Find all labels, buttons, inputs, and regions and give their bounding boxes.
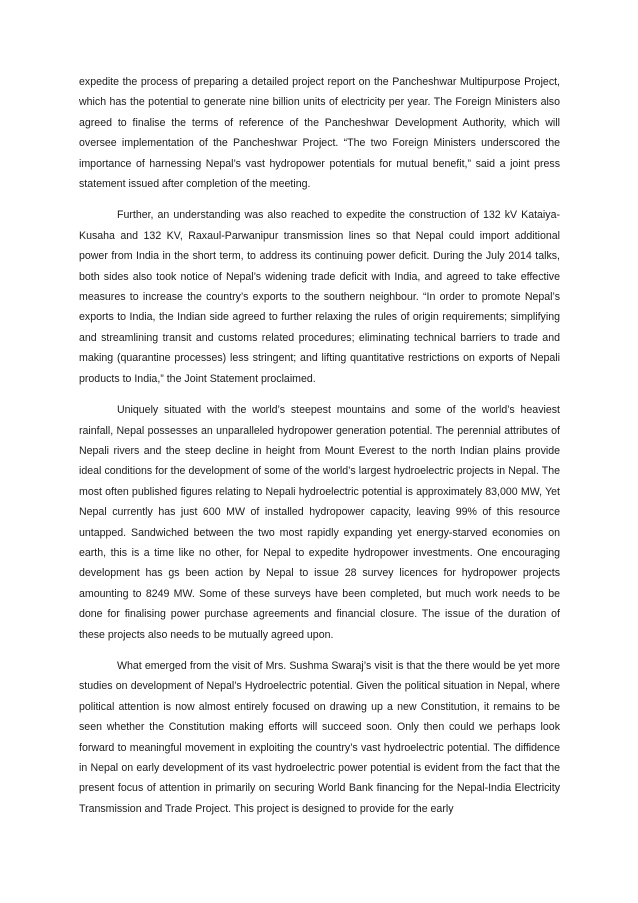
paragraph: Uniquely situated with the world’s steepest mountains and some of the world’s heaviest rainfall, Nepal possesses an unparalleled hydropower generation potential. The perennial attributes of Nepali rivers and the steep decline in height from Mount Everest to the north Indian plains provide ideal conditions for the development of some of the world’s largest hydroelectric projects in Nepal. The most often published figures relating to Nepali hydroelectric potential is approximately 83,000 MW, Yet Nepal currently has just 600 MW of installed hydropower capacity, leaving 99% of this resource untapped. Sandwiched between the two most rapidly expanding yet energy-starved economies on earth, this is a time like no other, for Nepal to expedite hydropower investments. One encouraging development has gs been action by Nepal to issue 28 survey licences for hydropower projects amounting to 8249 MW. Some of these surveys have been completed, but much work needs to be done for finalising power purchase agreements and financial closure. The issue of the duration of these projects also needs to be mutually agreed upon.: [79, 404, 560, 641]
document-body: [79, 72, 560, 830]
paragraph: Further, an understanding was also reached to expedite the construction of 132 kV Kataiya-Kusaha and 132 KV, Raxaul-Parwanipur transmission lines so that Nepal could import additional power from India in the short term, to address its continuing power deficit. During the July 2014 talks, both sides also took notice of Nepal’s widening trade deficit with India, and agreed to take effective measures to increase the country’s exports to the southern neighbour. “In order to promote Nepal’s exports to India, the Indian side agreed to further relaxing the rules of origin requirements; simplifying and streamlining transit and customs related procedures; eliminating technical barriers to trade and making (quarantine processes) less stringent; and lifting quantitative restrictions on exports of Nepali products to India,” the Joint Statement proclaimed.: [79, 209, 560, 385]
paragraph: expedite the process of preparing a detailed project report on the Pancheshwar Multipurpose Project, which has the potential to generate nine billion units of electricity per year. The Foreign Ministers also agreed to finalise the terms of reference of the Pancheshwar Development Authority, which will oversee implementation of the Pancheshwar Project. “The two Foreign Ministers underscored the importance of harnessing Nepal’s vast hydropower potentials for mutual benefit,” said a joint press statement issued after completion of the meeting.: [79, 76, 560, 191]
paragraph: What emerged from the visit of Mrs. Sushma Swaraj’s visit is that the there would be yet more studies on development of Nepal’s Hydroelectric potential. Given the political situation in Nepal, where political attention is now almost entirely focused on drawing up a new Constitution, it remains to be seen whether the Constitution making efforts will succeed soon. Only then could we perhaps look forward to meaningful movement in exploiting the country’s vast hydroelectric potential. The diffidence in Nepal on early development of its vast hydroelectric power potential is evident from the fact that the present focus of attention in primarily on securing World Bank financing for the Nepal-India Electricity Transmission and Trade Project. This project is designed to provide for the early: [79, 659, 560, 815]
